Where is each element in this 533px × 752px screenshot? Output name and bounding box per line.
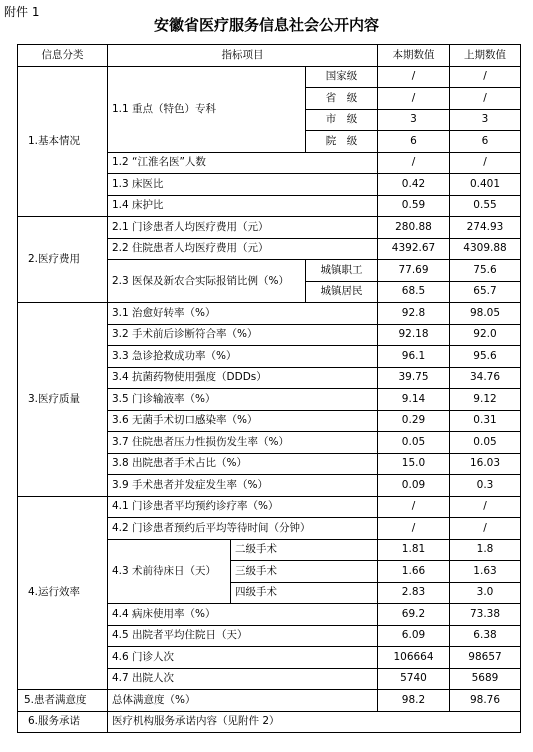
previous-value: 4309.88 — [450, 238, 521, 260]
current-value: 2.83 — [378, 582, 450, 604]
indicator-label: 1.4 床护比 — [108, 195, 378, 217]
sub-label: 城镇居民 — [306, 281, 378, 303]
category-costs: 2.医疗费用 — [18, 217, 108, 303]
indicator-label: 总体满意度（%） — [108, 690, 378, 712]
previous-value: 98.05 — [450, 303, 521, 325]
current-value: / — [378, 66, 450, 88]
current-value: 0.59 — [378, 195, 450, 217]
current-value: 15.0 — [378, 453, 450, 475]
current-value: 1.66 — [378, 561, 450, 583]
sub-label: 三级手术 — [231, 561, 378, 583]
previous-value: 34.76 — [450, 367, 521, 389]
sub-label: 四级手术 — [231, 582, 378, 604]
previous-value: 16.03 — [450, 453, 521, 475]
indicator-label: 3.4 抗菌药物使用强度（DDDs） — [108, 367, 378, 389]
previous-value: 0.3 — [450, 475, 521, 497]
previous-value: 3 — [450, 109, 521, 131]
previous-value: 98.76 — [450, 690, 521, 712]
indicator-label: 3.1 治愈好转率（%） — [108, 303, 378, 325]
previous-value: 75.6 — [450, 260, 521, 282]
previous-value: 0.05 — [450, 432, 521, 454]
indicator-label: 3.9 手术患者并发症发生率（%） — [108, 475, 378, 497]
attachment-label: 附件 1 — [4, 5, 40, 19]
current-value: 3 — [378, 109, 450, 131]
previous-value: 1.63 — [450, 561, 521, 583]
indicator-label: 3.8 出院患者手术占比（%） — [108, 453, 378, 475]
previous-value: 5689 — [450, 668, 521, 690]
table-row — [18, 711, 521, 733]
previous-value: 9.12 — [450, 389, 521, 411]
category-basic: 1.基本情况 — [18, 66, 108, 217]
current-value: 1.81 — [378, 539, 450, 561]
previous-value: 92.0 — [450, 324, 521, 346]
header-row — [18, 45, 521, 67]
header-current: 本期数值 — [378, 45, 450, 67]
current-value: / — [378, 88, 450, 110]
indicator-label: 4.6 门诊人次 — [108, 647, 378, 669]
previous-value: 0.31 — [450, 410, 521, 432]
current-value: 39.75 — [378, 367, 450, 389]
current-value: / — [378, 496, 450, 518]
category-quality: 3.医疗质量 — [18, 303, 108, 497]
current-value: 0.42 — [378, 174, 450, 196]
indicator-label: 2.2 住院患者人均医疗费用（元） — [108, 238, 378, 260]
indicator-label: 3.6 无菌手术切口感染率（%） — [108, 410, 378, 432]
current-value: 96.1 — [378, 346, 450, 368]
indicator-label: 1.2 “江淮名医”人数 — [108, 152, 378, 174]
indicator-label: 1.3 床医比 — [108, 174, 378, 196]
previous-value: 274.93 — [450, 217, 521, 239]
table-row — [18, 217, 521, 239]
page-title: 安徽省医疗服务信息社会公开内容 — [153, 16, 379, 34]
previous-value: 1.8 — [450, 539, 521, 561]
previous-value: 0.55 — [450, 195, 521, 217]
indicator-label: 3.5 门诊输液率（%） — [108, 389, 378, 411]
current-value: 0.29 — [378, 410, 450, 432]
current-value: 0.09 — [378, 475, 450, 497]
sub-label: 省 级 — [306, 88, 378, 110]
category-satisfaction: 5.患者满意度 — [18, 690, 108, 712]
sub-label: 国家级 — [306, 66, 378, 88]
current-value: 9.14 — [378, 389, 450, 411]
current-value: 106664 — [378, 647, 450, 669]
header-previous: 上期数值 — [450, 45, 521, 67]
indicator-label: 4.2 门诊患者预约后平均等待时间（分钟） — [108, 518, 378, 540]
previous-value: 6.38 — [450, 625, 521, 647]
current-value: 92.18 — [378, 324, 450, 346]
current-value: 280.88 — [378, 217, 450, 239]
previous-value: 73.38 — [450, 604, 521, 626]
previous-value: / — [450, 496, 521, 518]
previous-value: / — [450, 66, 521, 88]
indicator-label: 3.7 住院患者压力性损伤发生率（%） — [108, 432, 378, 454]
header-indicator: 指标项目 — [108, 45, 378, 67]
indicator-label: 4.1 门诊患者平均预约诊疗率（%） — [108, 496, 378, 518]
indicator-label: 4.5 出院者平均住院日（天） — [108, 625, 378, 647]
previous-value: 3.0 — [450, 582, 521, 604]
sub-label: 市 级 — [306, 109, 378, 131]
current-value: 77.69 — [378, 260, 450, 282]
header-category: 信息分类 — [18, 45, 108, 67]
current-value: 6.09 — [378, 625, 450, 647]
previous-value: 65.7 — [450, 281, 521, 303]
current-value: 0.05 — [378, 432, 450, 454]
table-row — [18, 66, 521, 88]
previous-value: / — [450, 518, 521, 540]
indicator-label: 3.2 手术前后诊断符合率（%） — [108, 324, 378, 346]
indicator-label: 医疗机构服务承诺内容（见附件 2） — [108, 711, 521, 733]
previous-value: / — [450, 152, 521, 174]
indicator-label: 4.4 病床使用率（%） — [108, 604, 378, 626]
category-efficiency: 4.运行效率 — [18, 496, 108, 690]
current-value: 68.5 — [378, 281, 450, 303]
previous-value: / — [450, 88, 521, 110]
table-row — [18, 496, 521, 518]
indicator-label: 4.3 术前待床日（天） — [108, 539, 231, 604]
current-value: 5740 — [378, 668, 450, 690]
indicator-label: 2.1 门诊患者人均医疗费用（元） — [108, 217, 378, 239]
table-row — [18, 690, 521, 712]
current-value: 98.2 — [378, 690, 450, 712]
previous-value: 95.6 — [450, 346, 521, 368]
indicator-label: 2.3 医保及新农合实际报销比例（%） — [108, 260, 306, 303]
indicator-label: 1.1 重点（特色）专科 — [108, 66, 306, 152]
previous-value: 0.401 — [450, 174, 521, 196]
sub-label: 城镇职工 — [306, 260, 378, 282]
current-value: 4392.67 — [378, 238, 450, 260]
sub-label: 二级手术 — [231, 539, 378, 561]
table-row — [18, 303, 521, 325]
current-value: / — [378, 152, 450, 174]
current-value: 6 — [378, 131, 450, 153]
previous-value: 98657 — [450, 647, 521, 669]
info-table — [17, 44, 521, 733]
previous-value: 6 — [450, 131, 521, 153]
current-value: 92.8 — [378, 303, 450, 325]
category-commitment: 6.服务承诺 — [18, 711, 108, 733]
sub-label: 院 级 — [306, 131, 378, 153]
current-value: 69.2 — [378, 604, 450, 626]
indicator-label: 3.3 急诊抢救成功率（%） — [108, 346, 378, 368]
indicator-label: 4.7 出院人次 — [108, 668, 378, 690]
current-value: / — [378, 518, 450, 540]
